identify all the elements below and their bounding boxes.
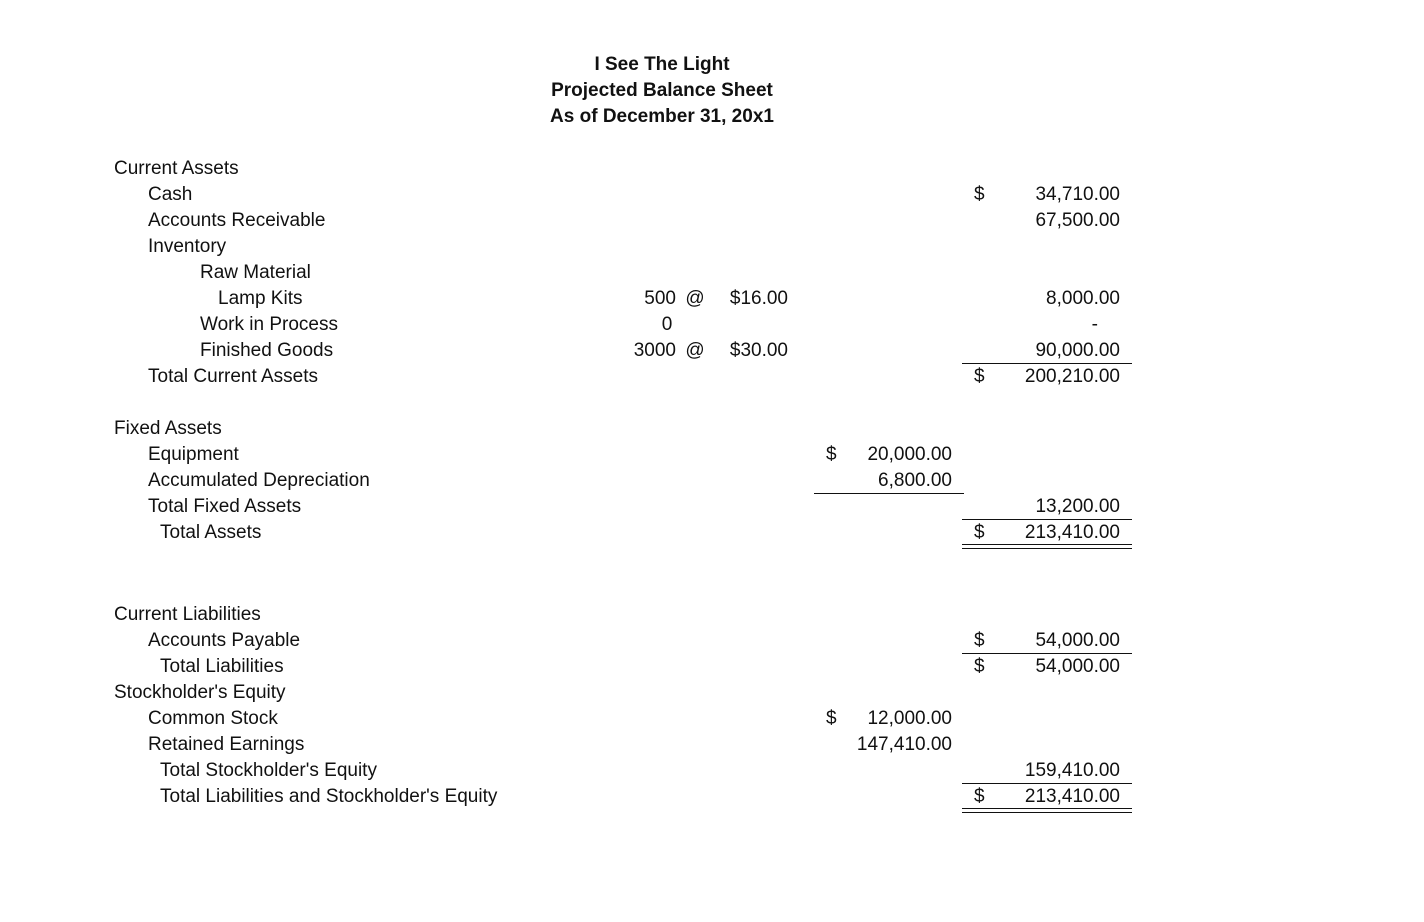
total-equity-amount: 159,410.00 [1024,760,1120,781]
cash-amount: 34,710.00 [1035,184,1120,205]
lamp-kits-label: Lamp Kits [218,288,303,309]
ar-label: Accounts Receivable [148,210,326,231]
retained-earnings-amount: 147,410.00 [856,734,952,755]
wip-amount: - [1091,314,1098,335]
wip-label: Work in Process [200,314,338,335]
wip-qty: 0 [661,314,673,335]
total-le-label: Total Liabilities and Stockholder's Equity [160,786,498,807]
ap-amount: 54,000.00 [1035,630,1120,651]
total-le-amount: 213,410.00 [1024,786,1120,807]
equipment-dollar: $ [826,444,837,465]
subtotal-rule [814,493,964,494]
total-current-assets-amount: 200,210.00 [1024,366,1120,387]
finished-goods-qty: 3000 [633,340,676,361]
lamp-kits-at: @ [685,288,705,309]
total-fixed-assets-label: Total Fixed Assets [148,496,302,517]
double-total-rule [962,808,1132,813]
statement-title: Projected Balance Sheet [551,80,773,101]
total-le-dollar: $ [974,786,985,807]
ap-dollar: $ [974,630,985,651]
cash-label: Cash [148,184,193,205]
finished-goods-amount: 90,000.00 [1035,340,1120,361]
current-assets-heading: Current Assets [114,158,239,179]
common-stock-label: Common Stock [148,708,278,729]
total-fixed-assets-amount: 13,200.00 [1035,496,1120,517]
accum-dep-amount: 6,800.00 [878,470,952,491]
ar-amount: 67,500.00 [1035,210,1120,231]
total-assets-dollar: $ [974,522,985,543]
lamp-kits-amount: 8,000.00 [1046,288,1120,309]
total-liabilities-dollar: $ [974,656,985,677]
total-equity-label: Total Stockholder's Equity [160,760,377,781]
cash-dollar-sign: $ [974,184,985,205]
lamp-kits-price: $16.00 [729,288,788,309]
equity-heading: Stockholder's Equity [114,682,286,703]
ap-label: Accounts Payable [148,630,301,651]
current-liabilities-heading: Current Liabilities [114,604,261,625]
statement-date: As of December 31, 20x1 [550,106,774,127]
common-stock-amount: 12,000.00 [867,708,952,729]
total-current-assets-dollar: $ [974,366,985,387]
total-liabilities-amount: 54,000.00 [1035,656,1120,677]
accum-dep-label: Accumulated Depreciation [148,470,370,491]
finished-goods-price: $30.00 [729,340,788,361]
equipment-label: Equipment [148,444,239,465]
total-assets-label: Total Assets [160,522,262,543]
fixed-assets-heading: Fixed Assets [114,418,222,439]
total-current-assets-label: Total Current Assets [148,366,319,387]
lamp-kits-qty: 500 [644,288,676,309]
finished-goods-label: Finished Goods [200,340,334,361]
raw-material-label: Raw Material [200,262,311,283]
total-assets-amount: 213,410.00 [1024,522,1120,543]
finished-goods-at: @ [685,340,705,361]
retained-earnings-label: Retained Earnings [148,734,305,755]
double-total-rule [962,544,1132,549]
common-stock-dollar: $ [826,708,837,729]
inventory-label: Inventory [148,236,227,257]
total-liabilities-label: Total Liabilities [160,656,284,677]
company-name: I See The Light [594,54,730,75]
equipment-amount: 20,000.00 [867,444,952,465]
